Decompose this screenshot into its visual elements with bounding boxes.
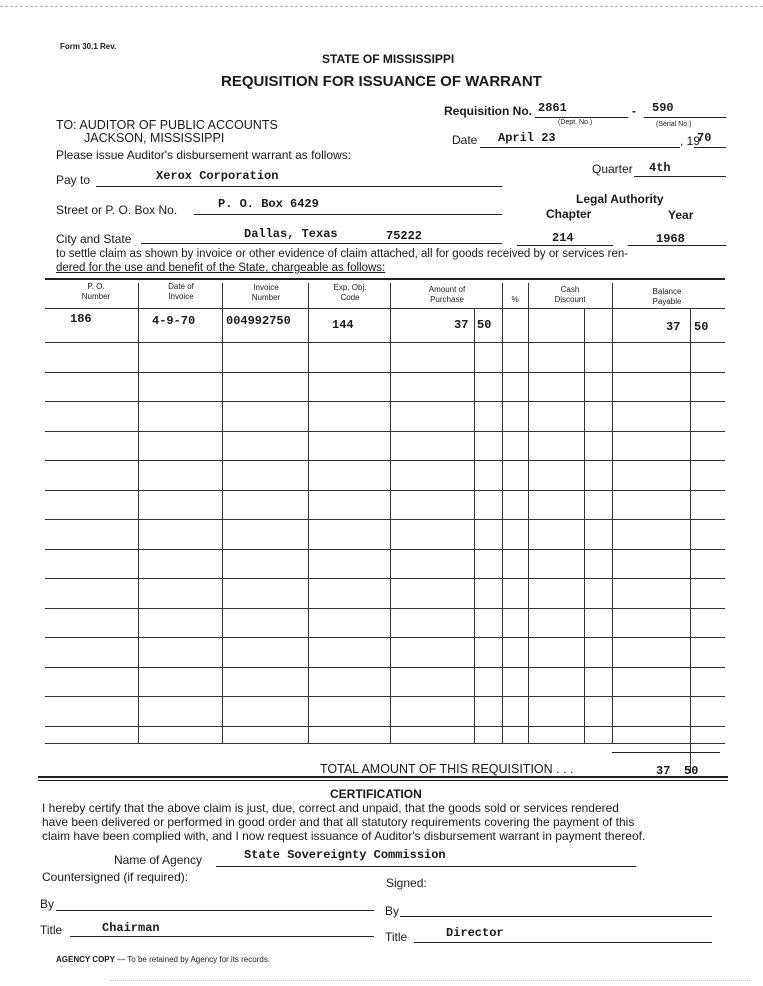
title-right-underline [414,942,712,943]
pay-to-value: Xerox Corporation [156,169,279,183]
serial-no-caption: (Serial No.) [656,121,692,128]
certification-title: CERTIFICATION [330,787,422,801]
col-divider-5 [474,308,475,743]
row-rule [45,726,725,727]
settle-claim-line2: dered for the use and benefit of the State, chargeable as follows: [56,262,386,274]
row-rule [45,490,725,491]
state-heading: STATE OF MISSISSIPPI [322,52,455,66]
quarter-value: 4th [649,161,671,175]
city-state-value: Dallas, Texas [244,227,338,241]
title-left-underline [70,936,374,937]
legal-authority-label: Legal Authority [576,192,664,206]
requisition-label: Requisition No. [444,104,532,118]
to-auditor-line1: TO: AUDITOR OF PUBLIC ACCOUNTS [56,118,278,132]
header-balance-payable: Balance Payable [652,287,682,306]
header-date-of-invoice: Date of Invoice [168,282,194,301]
col-divider-7 [528,283,529,743]
date-year-underline [694,147,726,148]
row-rule [45,549,725,550]
col-divider-2 [222,283,223,743]
header-percent: % [511,295,519,304]
date-label: Date [452,133,478,147]
by-left-label: By [40,897,55,911]
row-rule [45,460,725,461]
street-underline [194,214,502,215]
page-title: REQUISITION FOR ISSUANCE OF WARRANT [221,73,542,90]
countersigned-label: Countersigned (if required): [42,870,189,884]
row-rule [45,637,725,638]
chapter-value: 214 [552,231,574,245]
date-value: April 23 [498,131,556,145]
year-value: 1968 [656,232,685,246]
form-number: Form 30.1 Rev. [60,42,117,51]
col-divider-3 [308,283,309,743]
year-underline [628,245,726,246]
agency-value: State Sovereignty Commission [244,848,446,862]
street-value: P. O. Box 6429 [218,197,319,211]
title-right-value: Director [446,926,504,940]
col-divider-6 [502,283,503,743]
zip-value: 75222 [386,229,423,243]
col-divider-9 [612,283,613,743]
title-left-value: Chairman [102,921,160,935]
date-underline [480,147,680,148]
quarter-underline [634,176,726,177]
chapter-underline [517,245,613,246]
by-right-signature-line [400,916,712,917]
header-cash-discount: Cash Discount [554,285,586,304]
settle-claim-line1: to settle claim as shown by invoice or other evidence of claim attached, all for goods received by or services ren- [56,248,629,260]
row-rule [45,372,725,373]
agency-label: Name of Agency [114,853,203,867]
row-amount-cents: 50 [477,318,492,332]
footer-note [56,955,270,964]
row-rule [45,401,725,402]
row-rule [45,608,725,609]
bottom-edge-rule [110,980,750,981]
by-right-label: By [385,904,400,918]
row-balance-dollars: 37 [666,320,681,334]
row-date-of-invoice: 4-9-70 [152,314,196,328]
certification-line3: claim have been complied with, and I now request issuance of Auditor's disbursement warrant in payment thereof. [42,829,646,843]
footer-retained-text: — To be retained by Agency for its records. [117,955,271,964]
row-rule [45,578,725,579]
certification-line2: have been delivered or performed in good order and that all statutory requirements covering the payment of this [42,815,635,829]
row-invoice-number: 004992750 [226,314,291,328]
street-label: Street or P. O. Box No. [56,203,178,217]
top-edge-rule [0,6,763,7]
agency-underline [216,866,636,867]
pay-to-underline [96,186,502,187]
table-bottom-rule [45,743,725,744]
quarter-label: Quarter [592,162,633,176]
year-label: Year [668,208,694,222]
city-state-label: City and State [56,232,132,246]
total-label: TOTAL AMOUNT OF THIS REQUISITION . . . [320,762,574,776]
header-po-number: P. O. Number [81,282,111,301]
title-right-label: Title [385,930,408,944]
requisition-dept-no: 2861 [538,101,567,115]
table-top-rule [45,278,725,280]
certification-line1: I hereby certify that the above claim is just, due, correct and unpaid, that the goods sold or services rendered [42,801,619,815]
header-exp-obj-code: Exp. Obj. Code [333,283,367,302]
city-state-underline [141,243,502,244]
total-dollars: 37 [656,764,671,778]
requisition-serial-no: 590 [652,101,674,115]
pay-to-label: Pay to [56,173,91,187]
signed-label: Signed: [386,876,427,890]
by-left-signature-line [56,910,374,911]
header-amount-of-purchase: Amount of Purchase [428,285,466,304]
col-divider-10 [690,308,691,773]
row-rule [45,431,725,432]
col-divider-8 [584,308,585,743]
requisition-dash: - [632,104,636,118]
row-rule [45,342,725,343]
col-divider-4 [390,283,391,743]
to-auditor-line2: JACKSON, MISSISSIPPI [84,131,225,145]
table-header-rule [45,308,725,309]
chapter-label: Chapter [546,207,592,221]
header-invoice-number: Invoice Number [251,283,281,302]
row-rule [45,696,725,697]
row-balance-cents: 50 [694,320,709,334]
title-left-label: Title [40,923,63,937]
row-po-number: 186 [70,312,92,326]
dept-no-caption: (Dept. No.) [558,119,593,126]
total-box-top [612,752,720,753]
row-exp-obj-code: 144 [332,318,354,332]
requisition-dept-underline [535,117,628,118]
date-year-prefix: , 19 [680,134,701,148]
please-issue-text: Please issue Auditor's disbursement warrant as follows: [56,148,352,162]
col-divider-1 [138,283,139,743]
footer-agency-copy: AGENCY COPY [56,955,115,964]
date-year-suffix: 70 [697,131,712,145]
row-rule [45,519,725,520]
total-cents: 50 [684,764,699,778]
total-double-rule [38,776,728,781]
requisition-serial-underline [644,117,726,118]
row-rule [45,667,725,668]
row-amount-dollars: 37 [454,318,469,332]
